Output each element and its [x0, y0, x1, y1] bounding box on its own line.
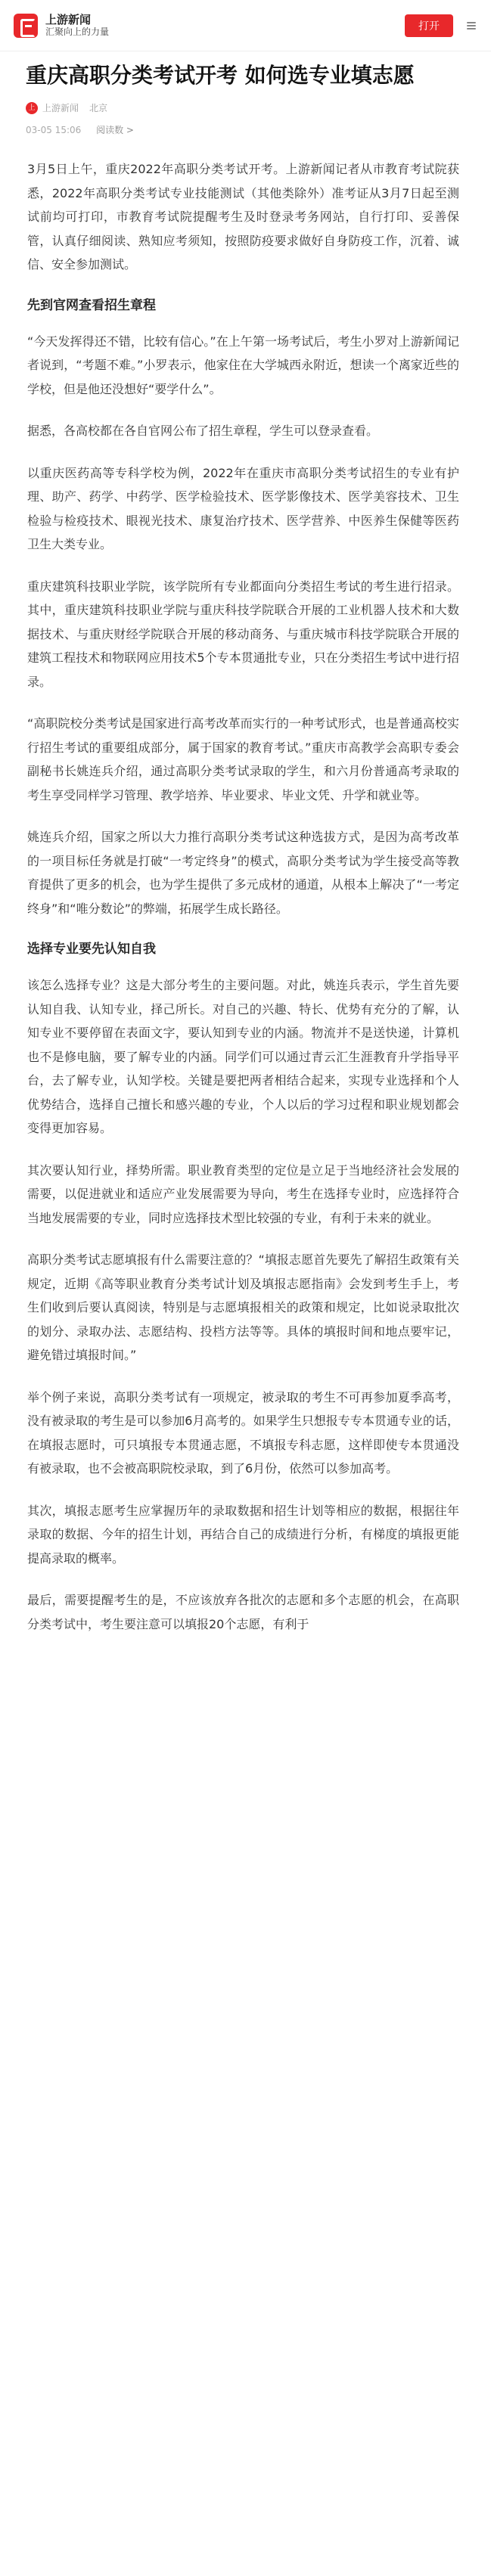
article-region: 北京 [89, 103, 108, 113]
section-heading: 先到官网查看招生章程 [27, 297, 156, 313]
paragraph: 3月5日上午，重庆2022年高职分类考试开考。上游新闻记者从市教育考试院获悉，2022年高职分类考试专业技能测试（其他类除外）准考证从3月7日起至测试前均可打印，市教育考试院提醒考生及时登录考务网站，自行打印、妥善保管，认真仔细阅读、熟知应考须知，按照防疫要求做好自身防疫工作，沉着、诚信、安全参加测试。 [27, 162, 459, 272]
open-app-button[interactable]: 打开 [405, 14, 453, 37]
article-body [0, 136, 491, 1699]
paragraph: 以重庆医药高等专科学校为例，2022年在重庆市高职分类考试招生的专业有护理、助产、药学、中药学、医学检验技术、医学影像技术、医学美容技术、卫生检验与检疫技术、眼视光技术、康复治疗技术、医学营养、中医养生保健等医药卫生大类专业。 [27, 465, 459, 551]
article-time: 03-05 15:06 [26, 125, 82, 135]
brand-name: 上游新闻 [45, 12, 92, 26]
article-meta [26, 101, 468, 114]
article-header [0, 51, 491, 136]
paragraph: 其次要认知行业，择势所需。职业教育类型的定位是立足于当地经济社会发展的需要，以促进就业和适应产业发展需要为导向，考生在选择专业时，应选择符合当地发展需要的专业，同时应选择技术型比较强的专业，有利于未来的就业。 [27, 1162, 459, 1225]
paragraph: 据悉，各高校都在各自官网公布了招生章程，学生可以登录查看。 [27, 424, 379, 438]
paragraph: 最后，需要提醒考生的是，不应该放弃各批次的志愿和多个志愿的机会，在高职分类考试中，考生要注意可以填报20个志愿，有利于 [27, 1593, 459, 1631]
section-heading: 选择专业要先认知自我 [27, 942, 156, 957]
paragraph: 姚连兵介绍，国家之所以大力推行高职分类考试这种选拔方式，是因为高考改革的一项目标任务就是打破“一考定终身”的模式，高职分类考试为学生接受高等教育提供了更多的机会，也为学生提供了多元成材的通道，从根本上解决了“一考定终身”和“唯分数论”的弊端，拓展学生成长路径。 [27, 830, 459, 916]
brand-slogan: 汇聚向上的力量 [45, 26, 110, 38]
paragraph: 该怎么选择专业？这是大部分考生的主要问题。对此，姚连兵表示，学生首先要认知自我、认知专业，择己所长。对自己的兴趣、特长、优势有充分的了解，认知专业不要停留在表面文字，要认知到专业的内涵。物流并不是送快递，计算机也不是修电脑，要了解专业的内涵。同学们可以通过青云汇生涯教育升学指导平台，去了解专业，认知学校。关键是要把两者相结合起来，实现专业选择和个人优势结合，选择自己擅长和感兴趣的专业，个人以后的学习过程和职业规划都会变得更加容易。 [27, 978, 459, 1135]
menu-icon[interactable] [467, 22, 476, 29]
paragraph: 重庆建筑科技职业学院，该学院所有专业都面向分类招生考试的考生进行招录。其中，重庆建筑科技职业学院与重庆科技学院联合开展的工业机器人技术和大数据技术、与重庆财经学院联合开展的移动商务、与重庆城市科技学院联合开展的建筑工程技术和物联网应用技术5个专本贯通批专业，只在分类招生考试中进行招录。 [27, 579, 459, 689]
paragraph: “今天发挥得还不错，比较有信心。”在上午第一场考试后，考生小罗对上游新闻记者说到，“考题不难。”小罗表示，他家住在大学城西永附近，想读一个离家近些的学校，但是他还没想好“要学什么”。 [27, 334, 459, 396]
read-count-link[interactable]: 阅读数 > [96, 125, 134, 135]
article-meta-time [26, 123, 468, 136]
source-avatar-icon: 上 [26, 102, 38, 114]
article-title: 重庆高职分类考试开考 如何选专业填志愿 [26, 63, 415, 88]
app-logo-icon[interactable] [14, 14, 38, 38]
article-source[interactable]: 上游新闻 [42, 103, 79, 113]
paragraph: 举个例子来说，高职分类考试有一项规定，被录取的考生不可再参加夏季高考，没有被录取的考生是可以参加6月高考的。如果学生只想报专专本贯通专业的话，在填报志愿时，可只填报专本贯通志愿，不填报专科志愿，这样即使专本贯通没有被录取，也不会被高职院校录取，到了6月份，依然可以参加高考。 [27, 1389, 459, 1476]
paragraph: 高职分类考试志愿填报有什么需要注意的？“填报志愿首先要先了解招生政策有关规定，近期《高等职业教育分类考试计划及填报志愿指南》会发到考生手上，考生们收到后要认真阅读，特别是与志愿填报相关的政策和规定，比如说录取批次的划分、录取办法、志愿结构、投档方法等等。具体的填报时间和地点要牢记，避免错过填报时间。” [27, 1252, 459, 1362]
brand[interactable] [45, 13, 109, 39]
top-app-bar [0, 0, 491, 51]
paragraph: 其次，填报志愿考生应掌握历年的录取数据和招生计划等相应的数据，根据往年录取的数据、今年的招生计划，再结合自己的成绩进行分析，有梯度的填报更能提高录取的概率。 [27, 1503, 459, 1566]
paragraph: “高职院校分类考试是国家进行高考改革而实行的一种考试形式，也是普通高校实行招生考试的重要组成部分，属于国家的教育考试。”重庆市高教学会高职专委会副秘书长姚连兵介绍，通过高职分类考试录取的学生，和六月份普通高考录取的考生享受同样学习管理、教学培养、毕业要求、毕业文凭、升学和就业等。 [27, 716, 459, 802]
